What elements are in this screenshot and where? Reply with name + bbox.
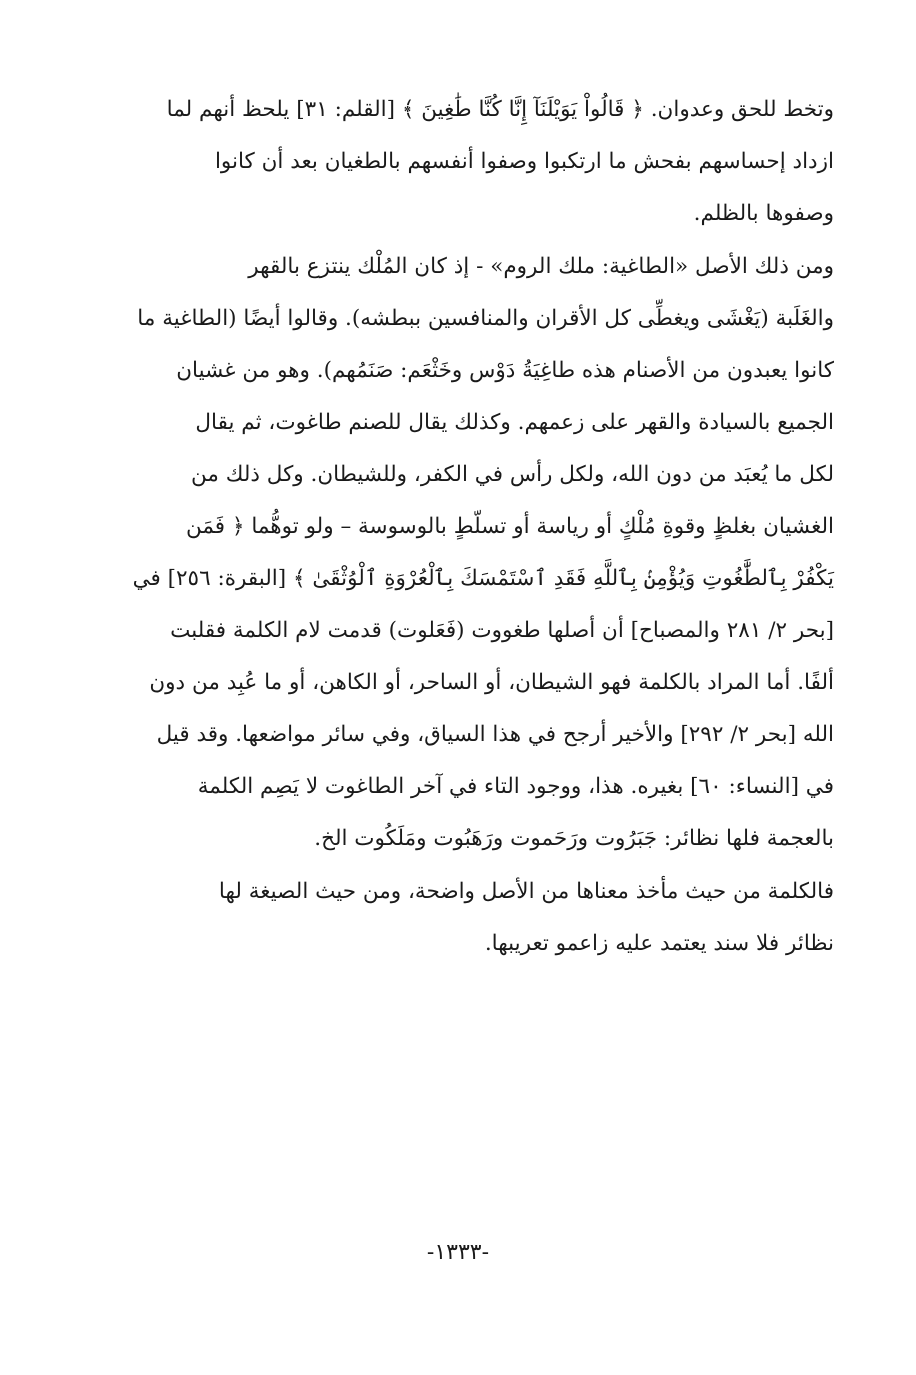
paragraph-3: فالكلمة من حيث مأخذ معناها من الأصل واضحة، ومن حيث الصيغة لها نظائر فلا سند يعتمد عليه زاعمو تعريبها. — [218, 879, 834, 956]
paragraph-1: وتخط للحق وعدوان. ﴿ قَالُواْ يَوَيْلَنَآ إِنَّا كُنَّا طَٰغِينَ ﴾ [القلم: ٣١] يلحظ أنهم لما ازداد إحساسهم بفحش ما ارتكبوا وصفوا أنفسهم بالطغيان بعد أن كانوا وصفوها بالظلم. — [166, 97, 834, 226]
page-number: -١٣٣٣- — [426, 1240, 490, 1265]
paragraph-2: ومن ذلك الأصل «الطاغية: ملك الروم» - إذ كان المُلْك ينتزع بالقهر والغَلَبة (يَغْشَى ويغطِّى كل الأقران والمنافسين ببطشه). وقالوا أيضًا (الطاغية ما كانوا يعبدون من الأصنام هذه طاغِيَةُ دَوْس وخَثْعَم: صَنَمُهم). وهو من غشيان الجميع بالسيادة والقهر على زعمهم. وكذلك يقال للصنم طاغوت، ثم يقال لكل ما يُعبَد من دون الله، ولكل رأس في الكفر، وللشيطان. وكل ذلك من الغشيان بغلظٍ وقوةِ مُلْكٍ أو رياسة أو تسلّطٍ بالوسوسة – ولو توهُّما ﴿ فَمَن يَكْفُرْ بِٱلطَّٰغُوتِ وَيُؤْمِنۢ بِٱللَّهِ فَقَدِ ٱسْتَمْسَكَ بِٱلْعُرْوَةِ ٱلْوُثْقَىٰ ﴾ [البقرة: ٢٥٦] في [بحر ٢/ ٢٨١ والمصباح] أن أصلها طغووت (فَعَلوت) قدمت لام الكلمة فقلبت ألفًا. أما المراد بالكلمة فهو الشيطان، أو الساحر، أو الكاهن، أو ما عُبِد من دون الله [بحر ٢/ ٢٩٢] والأخير أرجح في هذا السياق، وفي سائر مواضعها. وقد قيل في [النساء: ٦٠] بغيره. هذا، ووجود التاء في آخر الطاغوت لا يَصِم الكلمة بالعجمة فلها نظائر: جَبَرُوت ورَحَموت ورَهَبُوت ومَلَكُوت الخ. — [132, 254, 834, 851]
text-body — [118, 84, 834, 970]
